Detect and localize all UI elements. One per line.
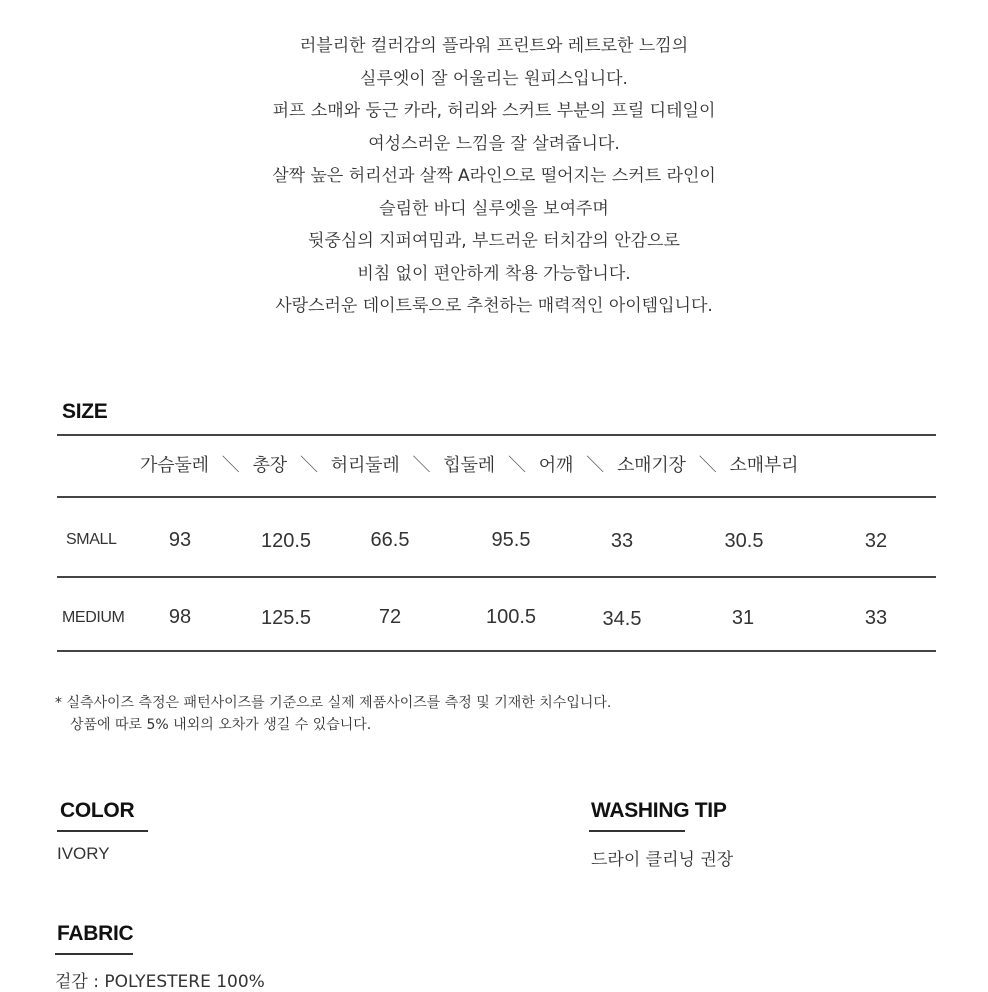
color-section-title: COLOR: [60, 799, 135, 822]
column-header: 힙둘레: [443, 455, 495, 476]
description-line: 여성스러운 느낌을 잘 살려줍니다.: [368, 133, 620, 154]
description-line: 퍼프 소매와 둥근 카라, 허리와 스커트 부분의 프릴 디테일이: [272, 101, 716, 121]
row-label: MEDIUM: [62, 609, 125, 626]
description-line: 살짝 높은 허리선과 살짝 A라인으로 떨어지는 스커트 라인이: [272, 166, 716, 186]
description-line: 비침 없이 편안하게 착용 가능합니다.: [357, 263, 631, 284]
column-header: 총장: [252, 455, 287, 476]
table-cell: 98: [168, 606, 192, 628]
table-cell: 33: [864, 607, 888, 629]
column-header: 허리둘레: [330, 455, 400, 476]
table-cell: 31: [731, 607, 755, 629]
description-line: 뒷중심의 지퍼여밈과, 부드러운 터치감의 안감으로: [308, 231, 680, 251]
column-separator: ＼: [507, 455, 526, 476]
size-note-line: * 실측사이즈 측정은 패턴사이즈를 기준으로 실제 제품사이즈를 측정 및 기재한 치수입니다.: [55, 695, 612, 711]
color-value: IVORY: [57, 844, 110, 863]
size-table-header: [140, 451, 798, 477]
size-section-title: SIZE: [62, 400, 108, 423]
color-title-underline: [57, 830, 148, 832]
table-cell: 100.5: [485, 606, 537, 628]
column-header: 소매부리: [729, 455, 799, 476]
table-cell: 66.5: [370, 529, 410, 551]
description-line: 슬림한 바디 실루엣을 보여주며: [379, 198, 609, 219]
column-separator: ＼: [221, 455, 240, 476]
washing-title-underline: [589, 830, 685, 832]
table-cell: 33: [610, 530, 634, 552]
table-cell: 95.5: [491, 529, 531, 551]
column-separator: ＼: [698, 455, 717, 476]
table-cell: 125.5: [260, 607, 312, 629]
column-separator: ＼: [586, 455, 604, 476]
size-table-bottom-rule: [57, 650, 936, 652]
product-description: [0, 30, 988, 323]
size-table-row-rule: [57, 576, 936, 578]
description-line: 러블리한 컬러감의 플라워 프린트와 레트로한 느낌의: [299, 36, 689, 56]
column-separator: ＼: [412, 455, 431, 476]
column-header: 어깨: [538, 455, 574, 476]
description-line: 사랑스러운 데이트룩으로 추천하는 매력적인 아이템입니다.: [275, 296, 713, 316]
table-cell: 30.5: [724, 530, 764, 552]
column-header: 가슴둘레: [140, 455, 209, 476]
fabric-value: 겉감 : POLYESTERE 100%: [55, 972, 265, 992]
size-note: [55, 692, 611, 736]
size-table-top-rule: [57, 434, 936, 436]
fabric-title-underline: [55, 953, 133, 955]
size-table-header-rule: [57, 496, 936, 498]
table-cell: 72: [378, 606, 402, 628]
column-header: 소매기장: [616, 455, 686, 476]
table-cell: 32: [864, 530, 888, 552]
table-cell: 120.5: [260, 530, 312, 552]
fabric-section-title: FABRIC: [57, 922, 134, 945]
description-line: 실루엣이 잘 어울리는 원피스입니다.: [360, 68, 628, 89]
row-label: SMALL: [66, 531, 117, 548]
table-cell: 93: [168, 529, 192, 551]
washing-section-title: WASHING TIP: [591, 799, 727, 822]
column-separator: ＼: [299, 455, 318, 476]
size-note-line: 상품에 따로 5% 내외의 오차가 생길 수 있습니다.: [70, 717, 372, 733]
table-cell: 34.5: [602, 608, 642, 630]
washing-value: 드라이 클리닝 권장: [591, 850, 734, 870]
